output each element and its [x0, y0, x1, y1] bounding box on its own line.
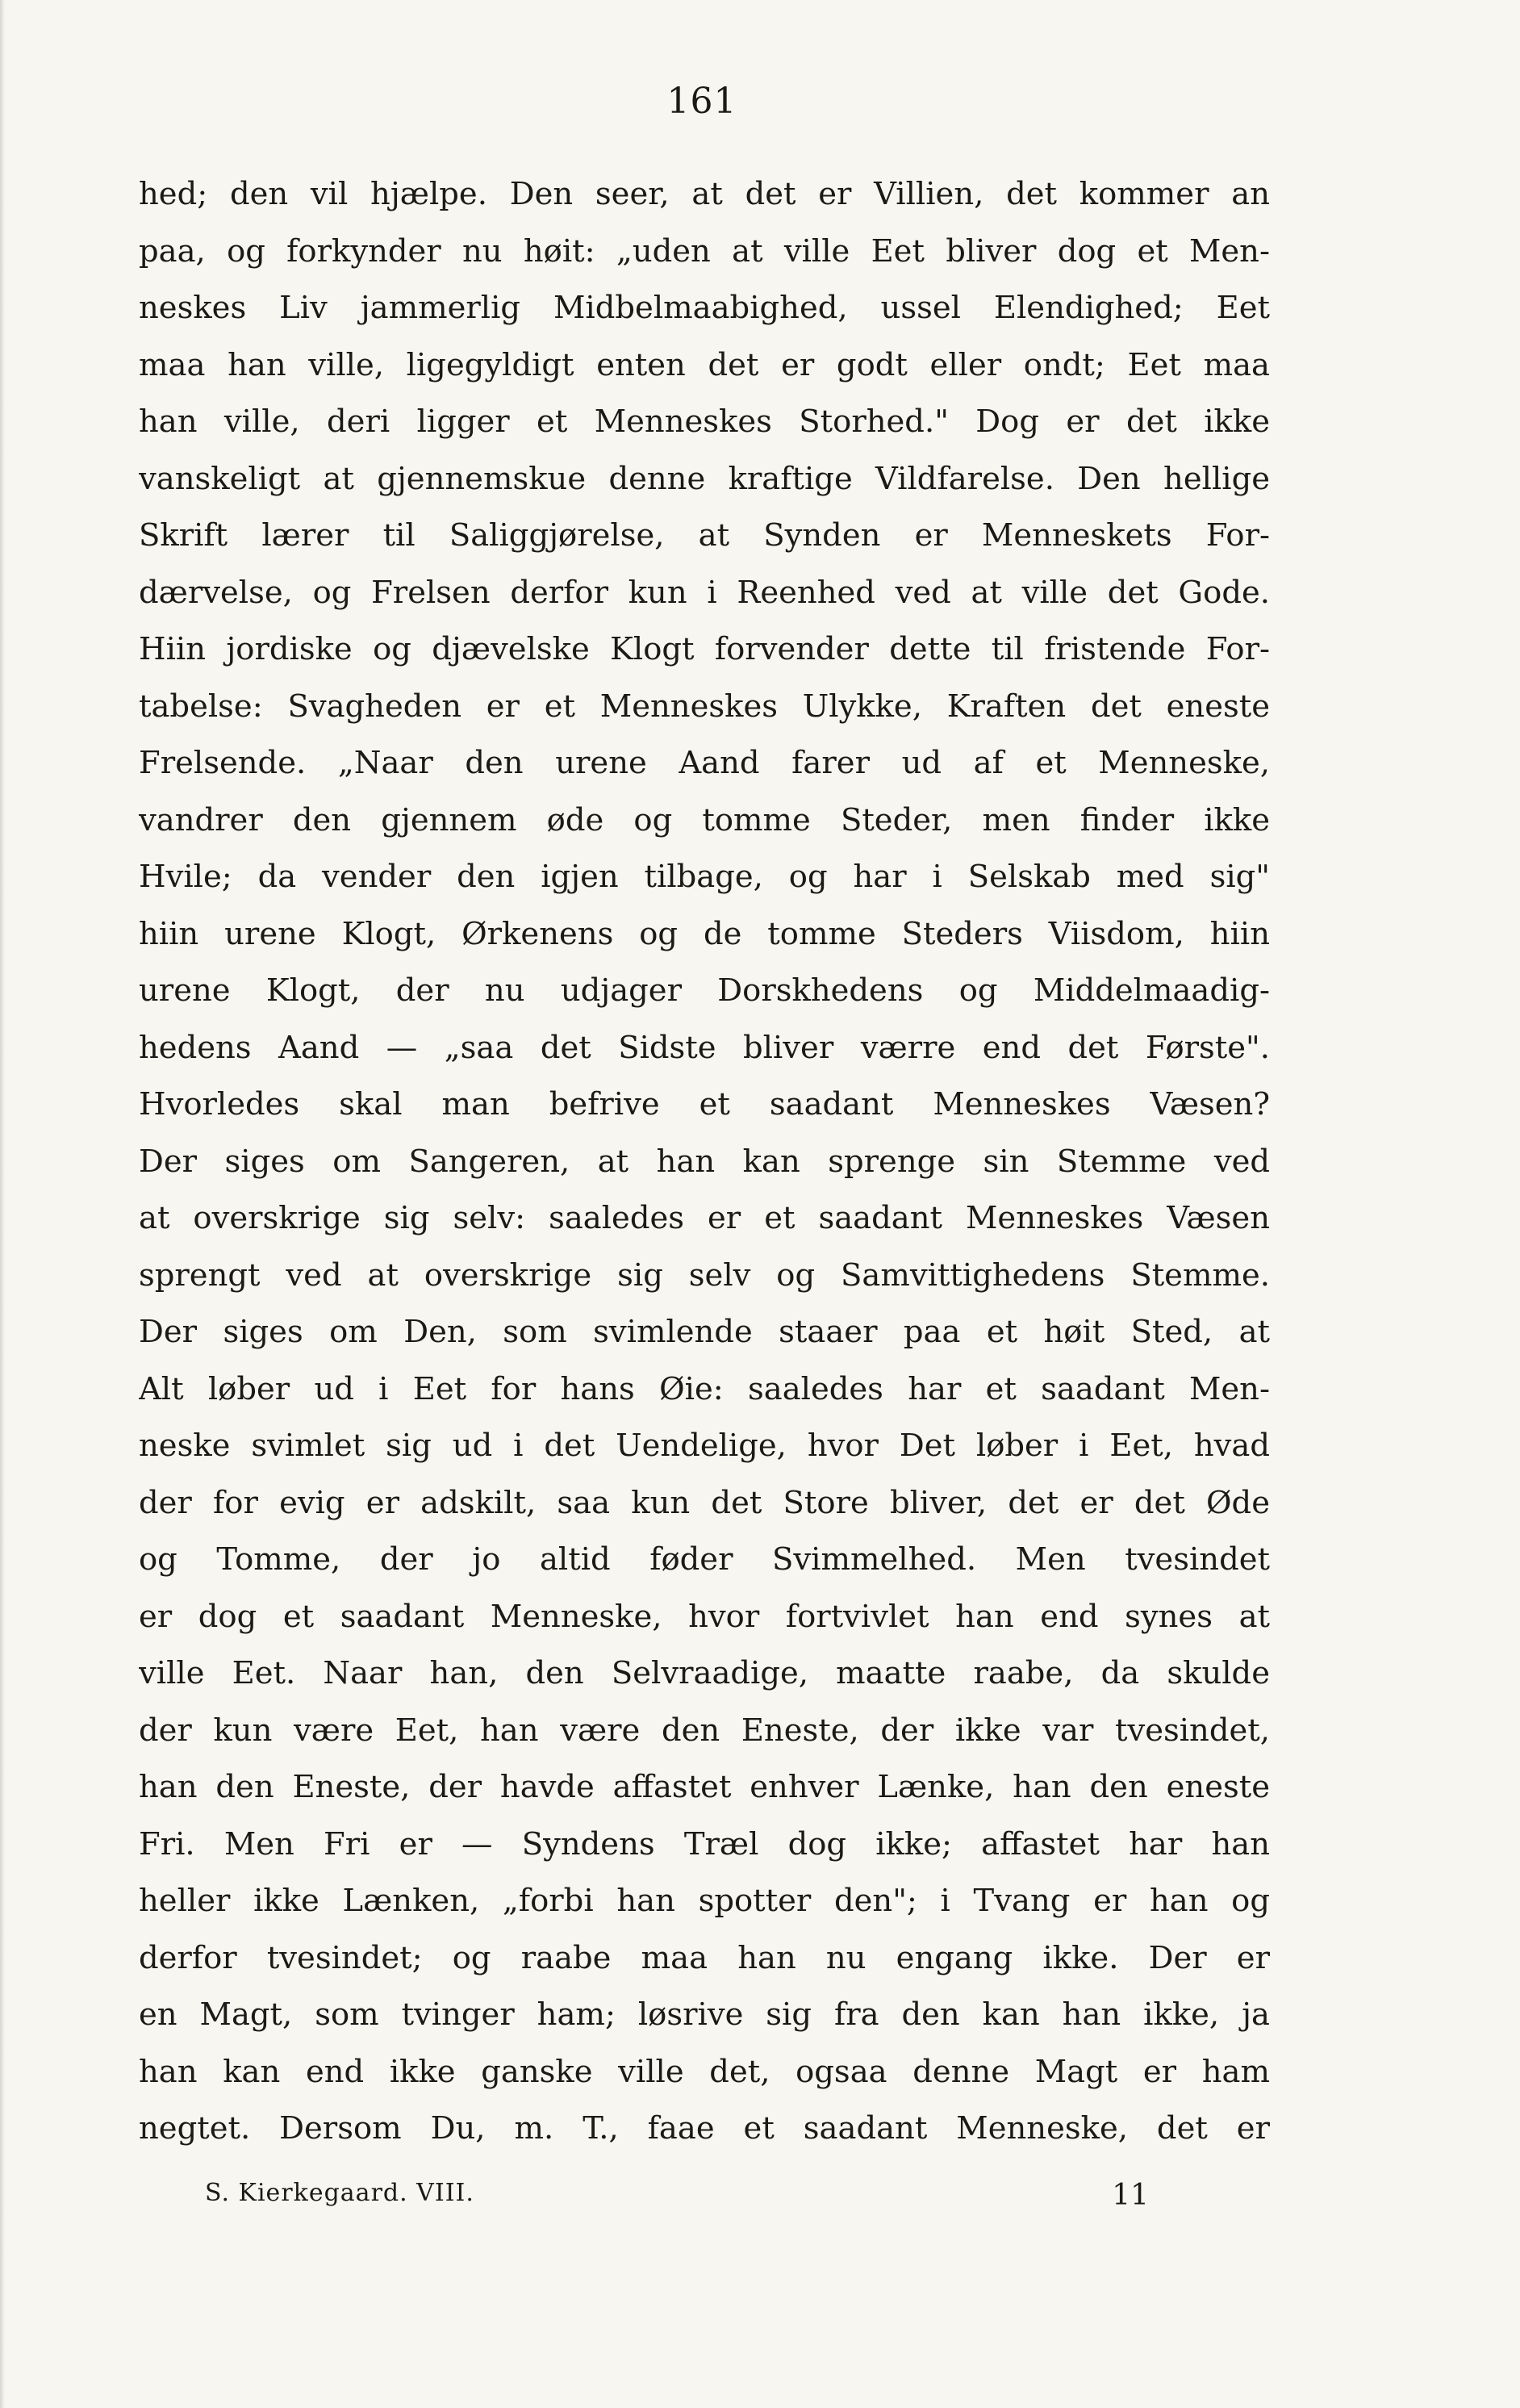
- text-line: maa han ville, ligegyldigt enten det er godt eller ondt; Eet maa: [139, 346, 1270, 383]
- text-line: vanskeligt at gjennemskue denne kraftige Vildfarelse. Den hellige: [139, 460, 1270, 497]
- text-line: negtet. Dersom Du, m. T., faae et saadant Menneske, det er: [139, 2110, 1270, 2147]
- text-line: dærvelse, og Frelsen derfor kun i Reenhed ved at ville det Gode.: [139, 574, 1270, 611]
- text-line: der for evig er adskilt, saa kun det Store bliver, det er det Øde: [139, 1484, 1270, 1521]
- text-line: hiin urene Klogt, Ørkenens og de tomme Steders Viisdom, hiin: [139, 915, 1270, 952]
- text-line: Hvile; da vender den igjen tilbage, og har i Selskab med sig": [139, 859, 1270, 895]
- text-line: at overskrige sig selv: saaledes er et saadant Menneskes Væsen: [139, 1200, 1270, 1236]
- page-footer: [205, 2179, 1149, 2219]
- text-line: Skrift lærer til Saliggjørelse, at Synden er Menneskets For-: [139, 517, 1270, 554]
- text-line: Alt løber ud i Eet for hans Øie: saaledes har et saadant Men-: [139, 1370, 1270, 1407]
- text-line: Frelsende. „Naar den urene Aand farer ud af et Menneske,: [139, 745, 1270, 781]
- text-line: Der siges om Sangeren, at han kan sprenge sin Stemme ved: [139, 1143, 1270, 1180]
- footer-signature: S. Kierkegaard. VIII.: [205, 2179, 474, 2207]
- text-line: Hiin jordiske og djævelske Klogt forvender dette til fristende For-: [139, 631, 1270, 667]
- text-line: han den Eneste, der havde affastet enhver Lænke, han den eneste: [139, 1769, 1270, 1805]
- text-line: paa, og forkynder nu høit: „uden at ville Eet bliver dog et Men-: [139, 232, 1270, 270]
- footer-sheet-number: 11: [1112, 2179, 1149, 2212]
- text-line: er dog et saadant Menneske, hvor fortvivlet han end synes at: [139, 1598, 1270, 1635]
- body-text: [139, 166, 1270, 2158]
- text-line: neske svimlet sig ud i det Uendelige, hvor Det løber i Eet, hvad: [139, 1428, 1270, 1464]
- text-line: tabelse: Svagheden er et Menneskes Ulykke, Kraften det eneste: [139, 688, 1270, 725]
- text-line: Der siges om Den, som svimlende staaer paa et høit Sted, at: [139, 1314, 1270, 1350]
- text-line: en Magt, som tvinger ham; løsrive sig fra den kan han ikke, ja: [139, 1996, 1270, 2033]
- text-line: Fri. Men Fri er — Syndens Træl dog ikke; affastet har han: [139, 1825, 1270, 1862]
- text-line: urene Klogt, der nu udjager Dorskhedens og Middelmaadig-: [139, 972, 1270, 1009]
- text-line: neskes Liv jammerlig Midbelmaabighed, ussel Elendighed; Eet: [139, 290, 1270, 326]
- page-number: 161: [666, 81, 737, 122]
- text-line: der kun være Eet, han være den Eneste, der ikke var tvesindet,: [139, 1712, 1270, 1749]
- text-line: Hvorledes skal man befrive et saadant Menneskes Væsen?: [139, 1086, 1270, 1122]
- text-line: hed; den vil hjælpe. Den seer, at det er Villien, det kommer an: [139, 176, 1270, 212]
- text-line: derfor tvesindet; og raabe maa han nu engang ikke. Der er: [139, 1939, 1270, 1976]
- text-line: ville Eet. Naar han, den Selvraadige, maatte raabe, da skulde: [139, 1655, 1270, 1691]
- text-line: hedens Aand — „saa det Sidste bliver værre end det Første".: [139, 1029, 1270, 1066]
- text-line: og Tomme, der jo altid føder Svimmelhed. Men tvesindet: [139, 1541, 1270, 1578]
- text-line: vandrer den gjennem øde og tomme Steder, men finder ikke: [139, 801, 1270, 838]
- page-edge-shadow: [0, 0, 5, 2408]
- text-line: sprengt ved at overskrige sig selv og Samvittighedens Stemme.: [139, 1256, 1270, 1294]
- text-line: han ville, deri ligger et Menneskes Storhed." Dog er det ikke: [139, 403, 1270, 440]
- text-line: heller ikke Lænken, „forbi han spotter den"; i Tvang er han og: [139, 1883, 1270, 1919]
- text-line: han kan end ikke ganske ville det, ogsaa denne Magt er ham: [139, 2053, 1270, 2090]
